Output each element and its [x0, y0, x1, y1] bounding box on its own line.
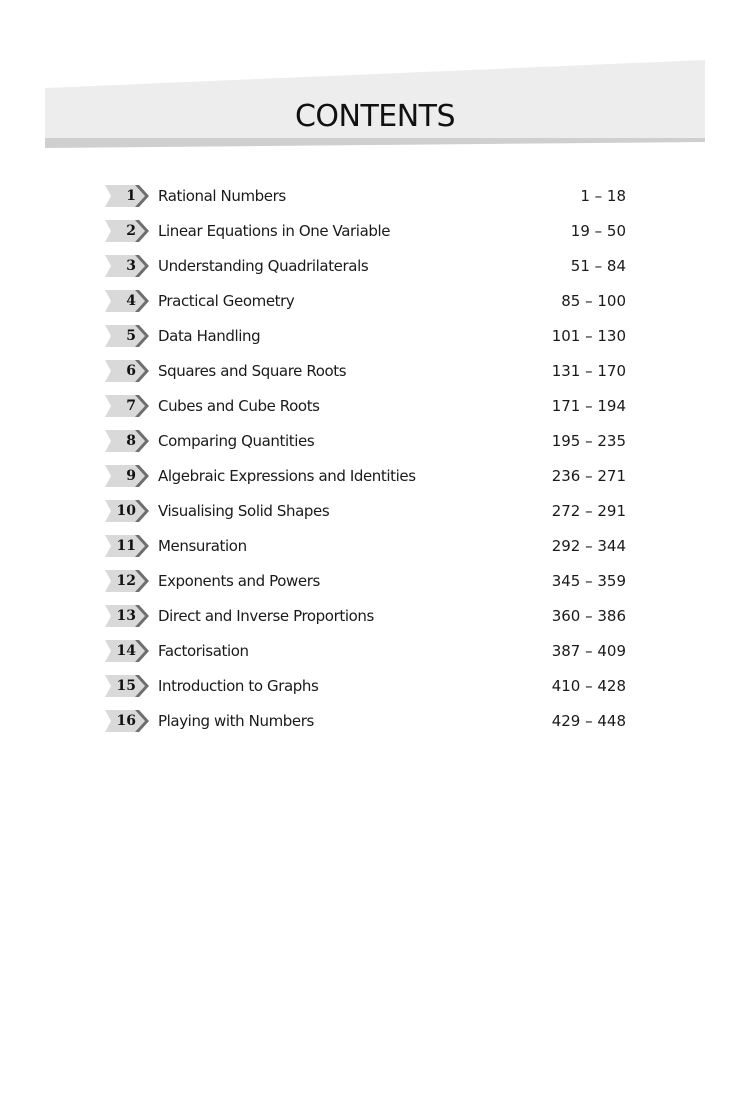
chapter-title: Practical Geometry: [158, 292, 295, 310]
chapter-title: Factorisation: [158, 642, 249, 660]
chapter-number: 12: [116, 573, 136, 589]
toc-row[interactable]: [0, 528, 750, 563]
chapter-number: 3: [126, 258, 136, 274]
toc-row[interactable]: [0, 458, 750, 493]
toc-row[interactable]: [0, 668, 750, 703]
chapter-pages: 101 – 130: [551, 327, 626, 345]
toc-row[interactable]: [0, 283, 750, 318]
chapter-pages: 171 – 194: [551, 397, 626, 415]
chapter-number-badge: [105, 535, 149, 557]
chapter-pages: 85 – 100: [561, 292, 626, 310]
chapter-number: 8: [126, 433, 136, 449]
chapter-title: Introduction to Graphs: [158, 677, 319, 695]
chapter-number-badge: [105, 640, 149, 662]
chapter-title: Rational Numbers: [158, 187, 286, 205]
chapter-pages: 360 – 386: [551, 607, 626, 625]
chapter-pages: 19 – 50: [570, 222, 626, 240]
chapter-number: 13: [116, 608, 136, 624]
toc-row[interactable]: [0, 633, 750, 668]
chapter-number-badge: [105, 465, 149, 487]
chapter-number: 11: [116, 538, 136, 554]
chapter-title: Visualising Solid Shapes: [158, 502, 330, 520]
chapter-number: 2: [126, 223, 136, 239]
chapter-number: 16: [116, 713, 136, 729]
chapter-number-badge: [105, 220, 149, 242]
toc-row[interactable]: [0, 248, 750, 283]
chapter-number-badge: [105, 360, 149, 382]
chapter-number: 5: [126, 328, 136, 344]
chapter-title: Data Handling: [158, 327, 261, 345]
chapter-pages: 236 – 271: [551, 467, 626, 485]
chapter-title: Exponents and Powers: [158, 572, 320, 590]
chapter-pages: 292 – 344: [551, 537, 626, 555]
chapter-title: Direct and Inverse Proportions: [158, 607, 374, 625]
toc-row[interactable]: [0, 423, 750, 458]
page-title: CONTENTS: [294, 99, 456, 134]
toc-row[interactable]: [0, 213, 750, 248]
chapter-number: 6: [126, 363, 136, 379]
chapter-number-badge: [105, 185, 149, 207]
chapter-number-badge: [105, 290, 149, 312]
toc-row[interactable]: [0, 388, 750, 423]
chapter-title: Cubes and Cube Roots: [158, 397, 320, 415]
toc-row[interactable]: [0, 703, 750, 738]
header-band: [0, 0, 750, 160]
chapter-number-badge: [105, 500, 149, 522]
toc-row[interactable]: [0, 598, 750, 633]
chapter-title: Algebraic Expressions and Identities: [158, 467, 416, 485]
chapter-pages: 272 – 291: [551, 502, 626, 520]
toc-row[interactable]: [0, 563, 750, 598]
toc-row[interactable]: [0, 353, 750, 388]
chapter-title: Understanding Quadrilaterals: [158, 257, 369, 275]
chapter-number-badge: [105, 430, 149, 452]
chapter-pages: 410 – 428: [551, 677, 626, 695]
toc-row[interactable]: [0, 493, 750, 528]
table-of-contents: [0, 178, 750, 738]
toc-row[interactable]: [0, 318, 750, 353]
chapter-number-badge: [105, 255, 149, 277]
chapter-number-badge: [105, 605, 149, 627]
chapter-title: Playing with Numbers: [158, 712, 314, 730]
chapter-pages: 51 – 84: [570, 257, 626, 275]
chapter-pages: 429 – 448: [551, 712, 626, 730]
chapter-number: 4: [126, 293, 136, 309]
chapter-title: Mensuration: [158, 537, 247, 555]
chapter-number-badge: [105, 675, 149, 697]
chapter-number-badge: [105, 570, 149, 592]
chapter-pages: 195 – 235: [551, 432, 626, 450]
chapter-number: 15: [116, 678, 136, 694]
toc-row[interactable]: [0, 178, 750, 213]
chapter-pages: 131 – 170: [551, 362, 626, 380]
chapter-number-badge: [105, 325, 149, 347]
chapter-title: Squares and Square Roots: [158, 362, 347, 380]
chapter-number: 14: [116, 643, 136, 659]
chapter-number-badge: [105, 395, 149, 417]
chapter-pages: 345 – 359: [551, 572, 626, 590]
chapter-number: 9: [126, 468, 136, 484]
chapter-title: Comparing Quantities: [158, 432, 315, 450]
chapter-pages: 1 – 18: [580, 187, 626, 205]
chapter-title: Linear Equations in One Variable: [158, 222, 391, 240]
chapter-number: 10: [116, 503, 136, 519]
chapter-number: 7: [126, 398, 136, 414]
chapter-number-badge: [105, 710, 149, 732]
chapter-number: 1: [126, 188, 136, 204]
chapter-pages: 387 – 409: [551, 642, 626, 660]
